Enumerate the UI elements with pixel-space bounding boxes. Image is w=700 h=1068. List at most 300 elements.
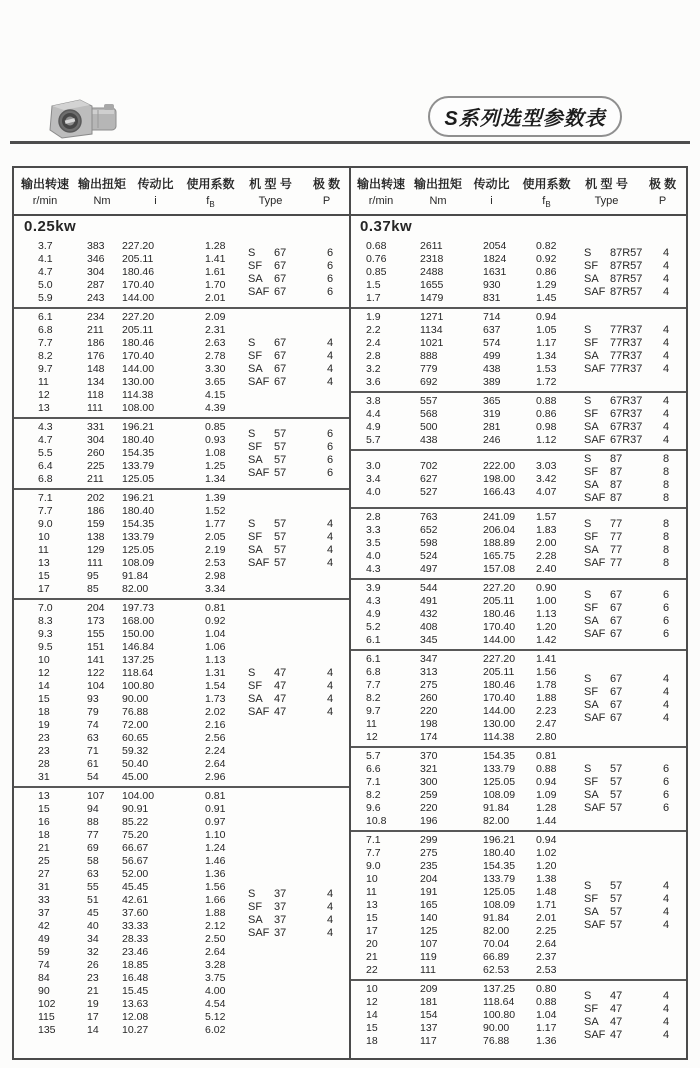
cell-service-factor: 1.02 (536, 847, 557, 859)
type-row (584, 628, 686, 641)
column-header-i (128, 175, 183, 214)
table-row (14, 421, 248, 434)
cell-ratio: 130.00 (122, 376, 155, 388)
type-prefix: SAF (584, 434, 606, 446)
cell-ratio: 241.09 (483, 511, 516, 523)
cell-ratio: 108.09 (122, 557, 155, 569)
table-row (350, 350, 584, 363)
cell-service-factor: 1.12 (536, 434, 557, 446)
cell-ratio: 319 (483, 408, 501, 420)
cell-ratio: 205.11 (483, 666, 515, 678)
cell-ratio: 146.84 (122, 641, 155, 653)
cell-torque: 85 (87, 583, 99, 595)
cell-poles: 6 (327, 272, 334, 285)
section-data-rows (350, 460, 584, 499)
cell-ratio: 12.08 (122, 1011, 149, 1023)
section-type-block (248, 667, 350, 719)
type-model: 67R37 (610, 408, 643, 420)
cell-speed: 28 (38, 758, 50, 770)
unit-subscript: B (545, 200, 551, 210)
cell-ratio: 198.00 (483, 472, 516, 485)
cell-torque: 204 (420, 873, 438, 885)
type-prefix: SF (248, 900, 263, 913)
cell-service-factor: 1.53 (536, 363, 557, 375)
cell-torque: 55 (87, 881, 99, 893)
cell-speed: 102 (38, 998, 56, 1010)
cell-poles: 6 (327, 440, 334, 453)
cell-speed: 115 (38, 1011, 55, 1023)
cell-ratio: 180.46 (122, 337, 155, 349)
table-row (14, 279, 248, 292)
table-section (350, 578, 686, 649)
cell-ratio: 37.60 (122, 907, 149, 919)
cell-ratio: 16.48 (122, 972, 149, 984)
column-header-zh: 极 数 (312, 177, 341, 191)
cell-torque: 331 (87, 421, 105, 433)
cell-torque: 77 (87, 829, 99, 841)
table-row (14, 240, 248, 253)
cell-torque: 225 (87, 460, 105, 472)
type-row (248, 680, 350, 693)
cell-service-factor: 1.57 (536, 511, 557, 523)
cell-poles: 8 (663, 492, 670, 504)
table-row (14, 544, 248, 557)
type-model: 57 (610, 802, 623, 814)
type-row (584, 919, 686, 932)
cell-speed: 2.4 (366, 337, 381, 349)
cell-poles: 6 (663, 588, 670, 601)
type-model: 77R37 (610, 363, 643, 375)
cell-ratio: 118.64 (122, 667, 154, 679)
cell-service-factor: 1.09 (536, 789, 557, 801)
section-data-rows (14, 421, 248, 486)
type-prefix: SA (248, 363, 263, 375)
table-row (350, 692, 584, 705)
cell-speed: 7.1 (38, 492, 53, 504)
cell-torque: 119 (420, 951, 437, 963)
table-row (14, 706, 248, 719)
type-row (248, 914, 350, 927)
table-section (350, 391, 686, 449)
cell-speed: 1.5 (366, 279, 381, 291)
cell-service-factor: 3.03 (536, 459, 557, 472)
type-row (584, 408, 686, 421)
cell-service-factor: 1.38 (536, 873, 557, 885)
column-header-unit: P (322, 195, 331, 207)
cell-poles: 6 (327, 427, 334, 440)
cell-poles: 4 (327, 376, 334, 388)
selection-parameter-table (12, 166, 688, 1060)
cell-torque: 118 (87, 389, 104, 401)
cell-torque: 154 (420, 1009, 438, 1021)
cell-service-factor: 4.15 (205, 389, 226, 401)
cell-ratio: 2054 (483, 240, 507, 252)
cell-ratio: 499 (483, 350, 501, 362)
table-row (350, 938, 584, 951)
cell-torque: 165 (420, 899, 438, 911)
cell-service-factor: 2.56 (205, 732, 226, 744)
cell-torque: 1655 (420, 279, 444, 291)
cell-service-factor: 1.39 (205, 492, 226, 504)
cell-speed: 14 (38, 680, 50, 692)
cell-speed: 9.7 (38, 363, 53, 375)
type-model: 37 (274, 913, 287, 926)
cell-service-factor: 0.91 (205, 803, 226, 815)
cell-torque: 220 (420, 802, 438, 814)
type-prefix: SAF (248, 557, 270, 569)
table-row (350, 595, 584, 608)
table-section (350, 746, 686, 830)
cell-service-factor: 1.72 (536, 376, 557, 388)
cell-torque: 111 (87, 557, 103, 569)
column-header-zh: 输出转速 (20, 177, 69, 191)
table-row (14, 933, 248, 946)
cell-torque: 181 (420, 996, 438, 1008)
cell-poles: 4 (663, 1002, 670, 1015)
table-row (350, 860, 584, 873)
cell-service-factor: 0.86 (536, 408, 557, 420)
column-header-unit: r/min (32, 195, 58, 207)
cell-torque: 21 (87, 985, 99, 997)
type-model: 57 (610, 879, 623, 892)
type-row (584, 990, 686, 1003)
type-row (584, 699, 686, 712)
cell-ratio: 91.84 (483, 912, 510, 924)
cell-torque: 54 (87, 771, 99, 783)
type-prefix: SAF (584, 918, 606, 931)
type-row (584, 1003, 686, 1016)
cell-speed: 9.0 (38, 518, 53, 530)
cell-speed: 31 (38, 771, 50, 783)
table-row (350, 486, 584, 499)
type-row (584, 906, 686, 919)
cell-poles: 4 (663, 259, 670, 272)
cell-torque: 304 (87, 434, 105, 446)
section-data-rows (350, 653, 584, 744)
table-row (14, 602, 248, 615)
cell-speed: 33 (38, 894, 50, 906)
table-row (350, 951, 584, 964)
table-row (14, 829, 248, 842)
column-header-zh: 使用系数 (522, 177, 571, 191)
type-prefix: SA (248, 544, 263, 556)
type-row (248, 350, 350, 363)
cell-ratio: 137.25 (483, 983, 516, 995)
cell-ratio: 125.05 (483, 776, 516, 788)
cell-ratio: 154.35 (122, 518, 155, 530)
cell-service-factor: 1.42 (536, 634, 557, 646)
cell-speed: 5.7 (366, 434, 381, 446)
cell-ratio: 180.46 (483, 679, 516, 691)
cell-speed: 6.8 (38, 324, 53, 336)
cell-torque: 2488 (420, 266, 444, 278)
type-row (584, 686, 686, 699)
cell-service-factor: 1.17 (536, 1022, 557, 1034)
cell-torque: 58 (87, 855, 99, 867)
type-model: 57 (610, 776, 623, 788)
cell-service-factor: 0.85 (205, 421, 226, 433)
cell-torque: 500 (420, 421, 438, 433)
table-section (350, 307, 686, 391)
cell-torque: 259 (420, 789, 438, 801)
type-prefix: SAF (584, 711, 606, 724)
cell-service-factor: 0.81 (536, 750, 557, 762)
cell-torque: 313 (420, 666, 438, 678)
cell-torque: 527 (420, 485, 438, 498)
table-row (14, 389, 248, 402)
column-header-unit: $f_B$ (206, 195, 215, 210)
cell-ratio: 137.25 (122, 654, 155, 666)
table-row (14, 881, 248, 894)
cell-ratio: 170.40 (483, 692, 516, 704)
cell-ratio: 52.00 (122, 868, 149, 880)
cell-service-factor: 1.36 (205, 868, 226, 880)
type-prefix: SA (248, 272, 263, 285)
table-row (350, 253, 584, 266)
column-header-zh: 传动比 (473, 177, 510, 191)
cell-service-factor: 1.28 (205, 240, 226, 252)
cell-torque: 347 (420, 653, 438, 665)
type-row (584, 557, 686, 570)
cell-speed: 8.2 (366, 692, 381, 704)
table-row (14, 985, 248, 998)
cell-ratio: 70.04 (483, 938, 510, 950)
table-row (350, 376, 584, 389)
cell-ratio: 42.61 (122, 894, 149, 906)
section-data-rows (350, 983, 584, 1048)
cell-torque: 234 (87, 311, 105, 323)
cell-poles: 6 (663, 802, 670, 814)
type-row (584, 789, 686, 802)
cell-speed: 90 (38, 985, 50, 997)
type-prefix: S (248, 427, 256, 440)
table-row (14, 680, 248, 693)
cell-ratio: 180.40 (122, 505, 155, 517)
cell-torque: 2318 (420, 253, 444, 265)
cell-poles: 4 (663, 272, 670, 285)
table-row (14, 641, 248, 654)
table-row (14, 557, 248, 570)
table-row (350, 473, 584, 486)
cell-poles: 4 (327, 887, 334, 900)
type-prefix: SF (584, 408, 599, 420)
cell-speed: 5.5 (38, 447, 53, 459)
power-group-label: 0.37kw (360, 218, 413, 235)
table-row (14, 758, 248, 771)
cell-torque: 568 (420, 408, 438, 420)
type-prefix: S (584, 672, 592, 685)
type-model: 57 (274, 557, 287, 569)
cell-poles: 4 (327, 706, 334, 718)
table-row (350, 408, 584, 421)
cell-torque: 79 (87, 706, 99, 718)
cell-service-factor: 1.36 (536, 1035, 557, 1047)
table-row (350, 996, 584, 1009)
type-prefix: SAF (248, 285, 270, 298)
cell-ratio: 108.09 (483, 899, 516, 911)
cell-speed: 3.2 (366, 363, 381, 375)
cell-poles: 4 (663, 989, 670, 1002)
cell-speed: 7.0 (38, 602, 53, 614)
cell-torque: 598 (420, 537, 438, 549)
cell-ratio: 104.00 (122, 790, 155, 802)
cell-service-factor: 2.31 (205, 324, 226, 336)
cell-poles: 4 (327, 531, 334, 543)
section-data-rows (350, 750, 584, 828)
cell-poles: 4 (327, 913, 334, 926)
type-model: 57 (274, 544, 287, 556)
cell-ratio: 108.09 (483, 789, 516, 801)
type-model: 47 (610, 1028, 623, 1041)
cell-service-factor: 1.71 (536, 899, 557, 911)
type-row (584, 1016, 686, 1029)
cell-service-factor: 0.88 (536, 996, 557, 1008)
cell-speed: 3.7 (38, 240, 53, 252)
type-row (584, 492, 686, 505)
cell-speed: 74 (38, 959, 50, 971)
cell-service-factor: 1.34 (536, 350, 557, 362)
cell-ratio: 144.00 (122, 363, 155, 375)
type-row (584, 434, 686, 447)
cell-torque: 779 (420, 363, 438, 375)
cell-torque: 117 (420, 1035, 437, 1047)
cell-torque: 32 (87, 946, 99, 958)
type-prefix: SAF (584, 285, 606, 298)
cell-torque: 40 (87, 920, 99, 932)
type-row (248, 901, 350, 914)
cell-service-factor: 2.16 (205, 719, 226, 731)
cell-speed: 22 (366, 964, 378, 976)
cell-ratio: 438 (483, 363, 501, 375)
type-row (584, 531, 686, 544)
cell-service-factor: 2.01 (205, 292, 226, 304)
type-row (584, 260, 686, 273)
cell-service-factor: 0.80 (536, 983, 557, 995)
cell-ratio: 23.46 (122, 946, 149, 958)
cell-poles: 4 (663, 285, 670, 298)
cell-torque: 408 (420, 621, 438, 633)
cell-ratio: 831 (483, 292, 501, 304)
cell-service-factor: 2.64 (205, 946, 226, 958)
cell-service-factor: 2.98 (205, 570, 226, 582)
cell-torque: 370 (420, 750, 438, 762)
table-row (350, 266, 584, 279)
table-section (350, 979, 686, 1050)
table-row (14, 292, 248, 305)
cell-torque: 287 (87, 279, 105, 291)
type-model: 47 (610, 1002, 623, 1015)
table-row (350, 292, 584, 305)
header-divider-line (10, 141, 690, 144)
cell-speed: 3.4 (366, 472, 381, 485)
cell-speed: 11 (38, 544, 49, 556)
cell-poles: 4 (663, 892, 670, 905)
type-prefix: SA (248, 913, 263, 926)
gearbox-illustration (46, 94, 122, 140)
cell-speed: 12 (38, 389, 50, 401)
type-row (584, 273, 686, 286)
type-model: 87R57 (610, 259, 643, 272)
cell-service-factor: 2.02 (205, 706, 226, 718)
cell-service-factor: 3.75 (205, 972, 226, 984)
column-header-unit: Type (594, 195, 619, 207)
table-row (350, 582, 584, 595)
cell-service-factor: 0.81 (205, 790, 226, 802)
cell-ratio: 227.20 (483, 653, 516, 665)
cell-ratio: 66.67 (122, 842, 149, 854)
type-row (248, 428, 350, 441)
cell-speed: 0.85 (366, 266, 387, 278)
cell-poles: 6 (663, 627, 670, 640)
type-prefix: S (584, 763, 592, 775)
cell-speed: 9.3 (38, 628, 53, 640)
column-header-zh: 输出扭矩 (413, 177, 462, 191)
table-row (350, 983, 584, 996)
type-model: 47 (274, 680, 287, 692)
type-row (248, 260, 350, 273)
cell-ratio: 60.65 (122, 732, 149, 744)
type-model: 77 (610, 556, 623, 569)
table-row (350, 679, 584, 692)
cell-service-factor: 1.45 (536, 292, 557, 304)
cell-ratio: 196.21 (483, 834, 516, 846)
type-prefix: SA (584, 543, 599, 556)
type-row (248, 667, 350, 680)
cell-speed: 6.1 (366, 653, 381, 665)
type-row (248, 888, 350, 901)
cell-speed: 4.9 (366, 608, 381, 620)
type-row (584, 544, 686, 557)
type-row (584, 453, 686, 466)
type-row (584, 602, 686, 615)
type-row (248, 544, 350, 557)
cell-poles: 4 (663, 698, 670, 711)
table-header-right (350, 168, 686, 214)
cell-ratio: 90.00 (483, 1022, 510, 1034)
cell-service-factor: 0.98 (536, 421, 557, 433)
cell-ratio: 108.00 (122, 402, 155, 414)
cell-service-factor: 2.12 (205, 920, 226, 932)
section-data-rows (350, 240, 584, 305)
table-row (350, 460, 584, 473)
cell-speed: 12 (366, 996, 378, 1008)
cell-speed: 2.8 (366, 511, 381, 523)
type-model: 67 (274, 272, 287, 285)
cell-service-factor: 2.50 (205, 933, 226, 945)
type-model: 37 (274, 900, 287, 913)
table-row (350, 925, 584, 938)
cell-service-factor: 0.93 (205, 434, 226, 446)
cell-speed: 8.2 (366, 789, 381, 801)
type-row (584, 712, 686, 725)
type-prefix: SAF (584, 556, 606, 569)
type-model: 87 (610, 479, 623, 491)
cell-poles: 4 (327, 557, 334, 569)
cell-ratio: 150.00 (122, 628, 155, 640)
cell-ratio: 50.40 (122, 758, 149, 770)
cell-poles: 8 (663, 530, 670, 543)
type-model: 67 (274, 376, 287, 388)
cell-ratio: 100.80 (483, 1009, 516, 1021)
table-row (14, 337, 248, 350)
table-row (350, 608, 584, 621)
table-row (14, 771, 248, 784)
cell-ratio: 168.00 (122, 615, 155, 627)
cell-ratio: 90.91 (122, 803, 149, 815)
type-model: 87 (610, 492, 623, 504)
type-prefix: SF (248, 680, 263, 692)
cell-ratio: 180.40 (483, 847, 516, 859)
